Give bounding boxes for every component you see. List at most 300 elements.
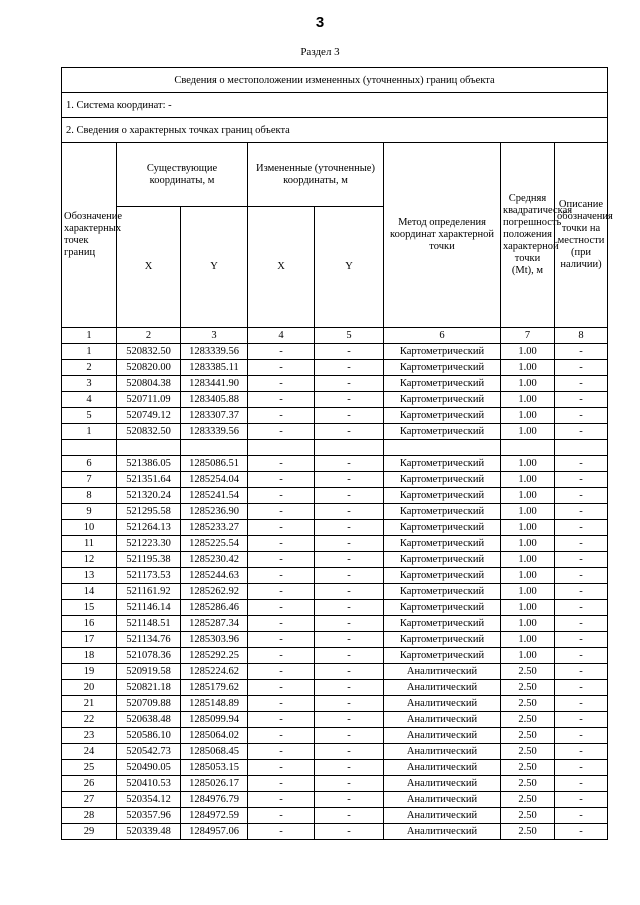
table-row — [62, 568, 608, 584]
coord-system: 1. Система координат: - — [62, 93, 608, 118]
point-number-cell: 19 — [62, 664, 117, 680]
existing-x-cell: 520542.73 — [117, 744, 181, 760]
column-number: 8 — [555, 328, 608, 344]
changed-y-cell: - — [315, 712, 384, 728]
method-cell: Картометрический — [384, 472, 501, 488]
existing-x-cell: 520919.58 — [117, 664, 181, 680]
existing-x-cell: 520821.18 — [117, 680, 181, 696]
changed-y-cell: - — [315, 824, 384, 840]
changed-y-cell: - — [315, 616, 384, 632]
method-cell: Картометрический — [384, 648, 501, 664]
changed-x-cell: - — [248, 792, 315, 808]
existing-y-cell — [181, 440, 248, 456]
description-cell: - — [555, 792, 608, 808]
point-number-cell: 15 — [62, 600, 117, 616]
table-row — [62, 392, 608, 408]
existing-x-cell: 521148.51 — [117, 616, 181, 632]
changed-y-cell: - — [315, 456, 384, 472]
existing-x-cell: 520749.12 — [117, 408, 181, 424]
column-number-row — [62, 328, 608, 344]
changed-y-cell: - — [315, 584, 384, 600]
changed-y-cell: - — [315, 648, 384, 664]
point-number-cell: 25 — [62, 760, 117, 776]
changed-x-cell: - — [248, 376, 315, 392]
point-number-cell: 22 — [62, 712, 117, 728]
point-number-cell: 23 — [62, 728, 117, 744]
header-changed-coords: Измененные (уточненные) координаты, м — [248, 143, 384, 207]
error-mt-cell: 1.00 — [501, 536, 555, 552]
error-mt-cell: 1.00 — [501, 632, 555, 648]
error-mt-cell: 2.50 — [501, 776, 555, 792]
changed-y-cell: - — [315, 408, 384, 424]
changed-x-cell: - — [248, 808, 315, 824]
description-cell: - — [555, 568, 608, 584]
method-cell: Картометрический — [384, 408, 501, 424]
method-cell: Аналитический — [384, 712, 501, 728]
table-row — [62, 792, 608, 808]
method-cell — [384, 440, 501, 456]
header-existing-y: Y — [181, 207, 248, 328]
section-label: Раздел 3 — [300, 46, 340, 58]
changed-y-cell: - — [315, 664, 384, 680]
description-cell: - — [555, 584, 608, 600]
existing-y-cell: 1285179.62 — [181, 680, 248, 696]
error-mt-cell — [501, 440, 555, 456]
changed-x-cell — [248, 440, 315, 456]
error-mt-cell: 2.50 — [501, 760, 555, 776]
description-cell: - — [555, 712, 608, 728]
changed-x-cell: - — [248, 392, 315, 408]
changed-x-cell: - — [248, 728, 315, 744]
existing-y-cell: 1285244.63 — [181, 568, 248, 584]
point-number-cell: 16 — [62, 616, 117, 632]
point-number-cell: 18 — [62, 648, 117, 664]
point-number-cell: 27 — [62, 792, 117, 808]
existing-x-cell: 521223.30 — [117, 536, 181, 552]
method-cell: Картометрический — [384, 536, 501, 552]
description-cell: - — [555, 728, 608, 744]
description-cell: - — [555, 504, 608, 520]
changed-x-cell: - — [248, 600, 315, 616]
description-cell: - — [555, 632, 608, 648]
description-cell: - — [555, 360, 608, 376]
existing-y-cell: 1284976.79 — [181, 792, 248, 808]
existing-x-cell: 521146.14 — [117, 600, 181, 616]
header-description: Описание обозначения точки на местности (при наличии) — [555, 143, 608, 328]
point-number-cell: 12 — [62, 552, 117, 568]
method-cell: Картометрический — [384, 424, 501, 440]
existing-x-cell: 520711.09 — [117, 392, 181, 408]
changed-y-cell: - — [315, 488, 384, 504]
point-number-cell: 24 — [62, 744, 117, 760]
description-cell: - — [555, 600, 608, 616]
error-mt-cell: 1.00 — [501, 568, 555, 584]
table-row — [62, 712, 608, 728]
column-number: 4 — [248, 328, 315, 344]
table-row — [62, 536, 608, 552]
points-title: 2. Сведения о характерных точках границ объекта — [62, 118, 608, 143]
table-row — [62, 504, 608, 520]
page-number: 3 — [315, 14, 325, 31]
changed-x-cell: - — [248, 632, 315, 648]
method-cell: Картометрический — [384, 360, 501, 376]
table-row — [62, 824, 608, 840]
method-cell: Картометрический — [384, 568, 501, 584]
header-existing-x: X — [117, 207, 181, 328]
existing-x-cell: 521078.36 — [117, 648, 181, 664]
point-number-cell: 3 — [62, 376, 117, 392]
changed-x-cell: - — [248, 520, 315, 536]
existing-x-cell: 521320.24 — [117, 488, 181, 504]
changed-x-cell: - — [248, 776, 315, 792]
error-mt-cell: 2.50 — [501, 712, 555, 728]
existing-y-cell: 1285230.42 — [181, 552, 248, 568]
existing-x-cell: 520490.05 — [117, 760, 181, 776]
point-number-cell: 11 — [62, 536, 117, 552]
point-number-cell: 1 — [62, 424, 117, 440]
changed-y-cell: - — [315, 344, 384, 360]
error-mt-cell: 1.00 — [501, 520, 555, 536]
header-point-designation: Обозначение характерных точек границ — [62, 143, 117, 328]
error-mt-cell: 1.00 — [501, 376, 555, 392]
description-cell: - — [555, 808, 608, 824]
table-row — [62, 456, 608, 472]
existing-y-cell: 1285236.90 — [181, 504, 248, 520]
existing-y-cell: 1284972.59 — [181, 808, 248, 824]
error-mt-cell: 2.50 — [501, 744, 555, 760]
column-number: 5 — [315, 328, 384, 344]
existing-x-cell: 521351.64 — [117, 472, 181, 488]
existing-x-cell: 520804.38 — [117, 376, 181, 392]
table-row — [62, 600, 608, 616]
error-mt-cell: 2.50 — [501, 696, 555, 712]
description-cell: - — [555, 696, 608, 712]
table-row — [62, 520, 608, 536]
description-cell: - — [555, 552, 608, 568]
method-cell: Аналитический — [384, 760, 501, 776]
column-number: 2 — [117, 328, 181, 344]
changed-y-cell: - — [315, 696, 384, 712]
error-mt-cell: 1.00 — [501, 456, 555, 472]
method-cell: Картометрический — [384, 344, 501, 360]
error-mt-cell: 2.50 — [501, 824, 555, 840]
description-cell: - — [555, 776, 608, 792]
error-mt-cell: 1.00 — [501, 392, 555, 408]
description-cell: - — [555, 760, 608, 776]
existing-x-cell: 520832.50 — [117, 424, 181, 440]
point-number-cell: 2 — [62, 360, 117, 376]
method-cell: Картометрический — [384, 488, 501, 504]
header-method: Метод определения координат характерной точки — [384, 143, 501, 328]
column-number: 1 — [62, 328, 117, 344]
column-number: 3 — [181, 328, 248, 344]
changed-x-cell: - — [248, 648, 315, 664]
changed-y-cell: - — [315, 552, 384, 568]
existing-x-cell: 520354.12 — [117, 792, 181, 808]
header-changed-x: X — [248, 207, 315, 328]
changed-x-cell: - — [248, 616, 315, 632]
existing-y-cell: 1283405.88 — [181, 392, 248, 408]
existing-x-cell: 521295.58 — [117, 504, 181, 520]
table-row — [62, 472, 608, 488]
existing-y-cell: 1285254.04 — [181, 472, 248, 488]
point-number-cell: 21 — [62, 696, 117, 712]
boundary-points-table — [61, 67, 613, 840]
table-row — [62, 552, 608, 568]
existing-y-cell: 1284957.06 — [181, 824, 248, 840]
changed-y-cell: - — [315, 632, 384, 648]
existing-y-cell: 1283441.90 — [181, 376, 248, 392]
changed-x-cell: - — [248, 744, 315, 760]
changed-y-cell: - — [315, 728, 384, 744]
existing-y-cell: 1285292.25 — [181, 648, 248, 664]
error-mt-cell: 1.00 — [501, 552, 555, 568]
column-number: 6 — [384, 328, 501, 344]
changed-x-cell: - — [248, 344, 315, 360]
method-cell: Аналитический — [384, 744, 501, 760]
existing-x-cell: 521195.38 — [117, 552, 181, 568]
changed-x-cell: - — [248, 536, 315, 552]
method-cell: Картометрический — [384, 616, 501, 632]
existing-y-cell: 1285233.27 — [181, 520, 248, 536]
existing-y-cell: 1285224.62 — [181, 664, 248, 680]
changed-y-cell: - — [315, 424, 384, 440]
description-cell: - — [555, 456, 608, 472]
changed-x-cell: - — [248, 408, 315, 424]
point-number-cell: 6 — [62, 456, 117, 472]
table-title: Сведения о местоположении измененных (уточненных) границ объекта — [62, 68, 608, 93]
changed-x-cell: - — [248, 488, 315, 504]
header-error: Средняя квадратическая погрешность положения характерной точки (Mt), м — [501, 143, 555, 328]
existing-y-cell: 1285287.34 — [181, 616, 248, 632]
error-mt-cell: 2.50 — [501, 664, 555, 680]
header-changed-y: Y — [315, 207, 384, 328]
existing-x-cell: 521173.53 — [117, 568, 181, 584]
changed-y-cell: - — [315, 776, 384, 792]
description-cell — [555, 440, 608, 456]
table-row — [62, 408, 608, 424]
description-cell: - — [555, 392, 608, 408]
error-mt-cell: 1.00 — [501, 504, 555, 520]
column-number: 7 — [501, 328, 555, 344]
description-cell: - — [555, 648, 608, 664]
existing-y-cell: 1285262.92 — [181, 584, 248, 600]
error-mt-cell: 1.00 — [501, 488, 555, 504]
existing-y-cell: 1283307.37 — [181, 408, 248, 424]
existing-y-cell: 1285241.54 — [181, 488, 248, 504]
table-row — [62, 616, 608, 632]
method-cell: Аналитический — [384, 664, 501, 680]
method-cell: Картометрический — [384, 376, 501, 392]
changed-x-cell: - — [248, 680, 315, 696]
description-cell: - — [555, 536, 608, 552]
changed-y-cell: - — [315, 760, 384, 776]
existing-y-cell: 1285303.96 — [181, 632, 248, 648]
description-cell: - — [555, 616, 608, 632]
error-mt-cell: 2.50 — [501, 728, 555, 744]
table-row — [62, 440, 608, 456]
existing-x-cell: 521134.76 — [117, 632, 181, 648]
point-number-cell: 1 — [62, 344, 117, 360]
description-cell: - — [555, 344, 608, 360]
existing-x-cell: 520638.48 — [117, 712, 181, 728]
point-number-cell: 10 — [62, 520, 117, 536]
changed-y-cell: - — [315, 680, 384, 696]
description-cell: - — [555, 488, 608, 504]
method-cell: Картометрический — [384, 632, 501, 648]
existing-y-cell: 1285068.45 — [181, 744, 248, 760]
table-row — [62, 344, 608, 360]
changed-x-cell: - — [248, 552, 315, 568]
existing-y-cell: 1285099.94 — [181, 712, 248, 728]
method-cell: Аналитический — [384, 680, 501, 696]
existing-y-cell: 1283339.56 — [181, 424, 248, 440]
changed-y-cell: - — [315, 568, 384, 584]
method-cell: Аналитический — [384, 728, 501, 744]
table-row — [62, 488, 608, 504]
method-cell: Картометрический — [384, 504, 501, 520]
changed-x-cell: - — [248, 664, 315, 680]
table-row — [62, 360, 608, 376]
changed-x-cell: - — [248, 360, 315, 376]
method-cell: Аналитический — [384, 776, 501, 792]
existing-x-cell: 520410.53 — [117, 776, 181, 792]
description-cell: - — [555, 520, 608, 536]
point-number-cell: 14 — [62, 584, 117, 600]
point-number-cell — [62, 440, 117, 456]
table-row — [62, 728, 608, 744]
changed-x-cell: - — [248, 456, 315, 472]
table-row — [62, 744, 608, 760]
description-cell: - — [555, 424, 608, 440]
existing-y-cell: 1285086.51 — [181, 456, 248, 472]
existing-x-cell — [117, 440, 181, 456]
method-cell: Аналитический — [384, 808, 501, 824]
changed-y-cell: - — [315, 504, 384, 520]
table-row — [62, 696, 608, 712]
table-row — [62, 664, 608, 680]
existing-y-cell: 1285026.17 — [181, 776, 248, 792]
existing-y-cell: 1285286.46 — [181, 600, 248, 616]
description-cell: - — [555, 824, 608, 840]
error-mt-cell: 1.00 — [501, 408, 555, 424]
changed-y-cell — [315, 440, 384, 456]
changed-y-cell: - — [315, 520, 384, 536]
error-mt-cell: 2.50 — [501, 792, 555, 808]
point-number-cell: 29 — [62, 824, 117, 840]
method-cell: Аналитический — [384, 824, 501, 840]
description-cell: - — [555, 744, 608, 760]
changed-x-cell: - — [248, 824, 315, 840]
error-mt-cell: 1.00 — [501, 424, 555, 440]
existing-x-cell: 520709.88 — [117, 696, 181, 712]
method-cell: Аналитический — [384, 792, 501, 808]
error-mt-cell: 1.00 — [501, 600, 555, 616]
description-cell: - — [555, 472, 608, 488]
changed-y-cell: - — [315, 376, 384, 392]
changed-x-cell: - — [248, 424, 315, 440]
error-mt-cell: 2.50 — [501, 808, 555, 824]
table-row — [62, 376, 608, 392]
description-cell: - — [555, 408, 608, 424]
method-cell: Картометрический — [384, 584, 501, 600]
error-mt-cell: 1.00 — [501, 360, 555, 376]
point-number-cell: 4 — [62, 392, 117, 408]
point-number-cell: 28 — [62, 808, 117, 824]
error-mt-cell: 1.00 — [501, 616, 555, 632]
existing-y-cell: 1285064.02 — [181, 728, 248, 744]
changed-y-cell: - — [315, 360, 384, 376]
error-mt-cell: 1.00 — [501, 648, 555, 664]
point-number-cell: 26 — [62, 776, 117, 792]
existing-y-cell: 1283339.56 — [181, 344, 248, 360]
error-mt-cell: 2.50 — [501, 680, 555, 696]
changed-x-cell: - — [248, 504, 315, 520]
changed-y-cell: - — [315, 392, 384, 408]
changed-y-cell: - — [315, 744, 384, 760]
existing-y-cell: 1285225.54 — [181, 536, 248, 552]
existing-x-cell: 521386.05 — [117, 456, 181, 472]
existing-y-cell: 1285148.89 — [181, 696, 248, 712]
header-existing-coords: Существующие координаты, м — [117, 143, 248, 207]
changed-x-cell: - — [248, 568, 315, 584]
description-cell: - — [555, 664, 608, 680]
table-row — [62, 680, 608, 696]
changed-x-cell: - — [248, 584, 315, 600]
method-cell: Картометрический — [384, 600, 501, 616]
table-row — [62, 632, 608, 648]
changed-x-cell: - — [248, 472, 315, 488]
method-cell: Аналитический — [384, 696, 501, 712]
changed-y-cell: - — [315, 808, 384, 824]
method-cell: Картометрический — [384, 520, 501, 536]
existing-x-cell: 520339.48 — [117, 824, 181, 840]
description-cell: - — [555, 376, 608, 392]
error-mt-cell: 1.00 — [501, 584, 555, 600]
point-number-cell: 8 — [62, 488, 117, 504]
error-mt-cell: 1.00 — [501, 472, 555, 488]
existing-x-cell: 520832.50 — [117, 344, 181, 360]
existing-x-cell: 520820.00 — [117, 360, 181, 376]
existing-x-cell: 520586.10 — [117, 728, 181, 744]
existing-y-cell: 1285053.15 — [181, 760, 248, 776]
point-number-cell: 7 — [62, 472, 117, 488]
point-number-cell: 20 — [62, 680, 117, 696]
table-row — [62, 808, 608, 824]
changed-x-cell: - — [248, 712, 315, 728]
point-number-cell: 9 — [62, 504, 117, 520]
description-cell: - — [555, 680, 608, 696]
changed-y-cell: - — [315, 536, 384, 552]
point-number-cell: 17 — [62, 632, 117, 648]
error-mt-cell: 1.00 — [501, 344, 555, 360]
changed-y-cell: - — [315, 472, 384, 488]
changed-y-cell: - — [315, 792, 384, 808]
existing-x-cell: 521161.92 — [117, 584, 181, 600]
method-cell: Картометрический — [384, 392, 501, 408]
table-row — [62, 760, 608, 776]
method-cell: Картометрический — [384, 456, 501, 472]
existing-y-cell: 1283385.11 — [181, 360, 248, 376]
table-row — [62, 776, 608, 792]
existing-x-cell: 520357.96 — [117, 808, 181, 824]
point-number-cell: 5 — [62, 408, 117, 424]
changed-x-cell: - — [248, 760, 315, 776]
table-row — [62, 648, 608, 664]
changed-y-cell: - — [315, 600, 384, 616]
point-number-cell: 13 — [62, 568, 117, 584]
method-cell: Картометрический — [384, 552, 501, 568]
